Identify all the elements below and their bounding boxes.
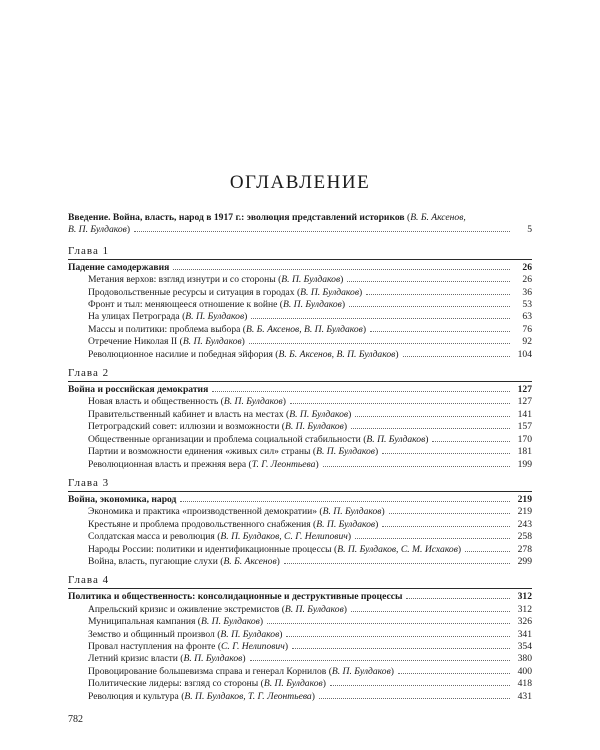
chapter-heading: Глава 2	[68, 367, 532, 382]
toc-section-entry: На улицах Петрограда (В. П. Булдаков) 63	[88, 311, 532, 323]
toc-section-entry: Политические лидеры: взгляд со стороны (В. П. Булдаков) 418	[88, 678, 532, 690]
page-number: 380	[517, 653, 532, 665]
dot-leader	[432, 441, 510, 442]
dot-leader	[349, 306, 510, 307]
toc-section-entry: Фронт и тыл: меняющееся отношение к войне (В. П. Булдаков) 53	[88, 299, 532, 311]
part-title: Политика и общественность: консолидационные и деструктивные процессы	[68, 591, 403, 603]
dot-leader	[330, 685, 510, 686]
section-authors: В. П. Булдаков	[282, 299, 342, 311]
section-authors: В. П. Булдаков	[182, 336, 242, 348]
dot-leader	[323, 466, 510, 467]
page-number: 76	[522, 323, 532, 335]
section-authors: В. П. Булдаков	[300, 286, 360, 298]
toc-section-entry: Провал наступления на фронте (С. Г. Нелипович) 354	[88, 640, 532, 652]
page-number: 341	[517, 628, 532, 640]
page-number: 312	[517, 591, 532, 603]
section-authors: В. П. Булдаков	[263, 678, 323, 690]
part-title: Война, экономика, народ	[68, 493, 177, 505]
dot-leader	[355, 538, 510, 539]
section-title: Петроградский совет: иллюзии и возможности	[88, 421, 280, 433]
section-title: Новая власть и общественность	[88, 396, 219, 408]
page-number: 36	[522, 286, 532, 298]
section-authors: В. П. Булдаков	[289, 408, 349, 420]
section-authors: В. П. Булдаков	[366, 433, 426, 445]
toc-section-entry: Революционная власть и прежняя вера (Т. Г. Леонтьева) 199	[88, 458, 532, 470]
folio-page-number: 782	[68, 714, 83, 725]
section-title: Провал наступления на фронте	[88, 640, 216, 652]
section-title: Метания верхов: взгляд изнутри и со стороны	[88, 274, 276, 286]
toc-part-entry	[68, 494, 532, 506]
toc-section-entry: Революция и культура (В. П. Булдаков, Т. Г. Леонтьева) 431	[88, 690, 532, 702]
dot-leader	[290, 403, 510, 404]
section-title: Война, власть, пугающие слухи	[88, 555, 218, 567]
dot-leader	[249, 343, 510, 344]
dot-leader	[406, 598, 510, 599]
section-title: Народы России: политики и идентификационные процессы	[88, 543, 332, 555]
page-number: 354	[517, 640, 532, 652]
page-number: 400	[517, 665, 532, 677]
page-number: 278	[517, 543, 532, 555]
dot-leader	[250, 660, 510, 661]
page-number: 219	[517, 493, 532, 505]
page-number: 243	[517, 518, 532, 530]
section-authors: В. П. Булдаков	[322, 506, 382, 518]
dot-leader	[319, 698, 510, 699]
dot-leader	[398, 673, 510, 674]
section-authors: В. П. Булдаков	[200, 616, 260, 628]
toc-section-entry: Война, власть, пугающие слухи (В. Б. Аксенов) 299	[88, 555, 532, 567]
section-authors: В. П. Булдаков	[284, 603, 344, 615]
section-title: Правительственный кабинет и власть на местах	[88, 408, 284, 420]
toc-section-entry: Петроградский совет: иллюзии и возможности (В. П. Булдаков) 157	[88, 421, 532, 433]
section-title: Отречение Николая II	[88, 336, 178, 348]
section-title: Летний кризис власти	[88, 653, 178, 665]
toc-section-entry: Летний кризис власти (В. П. Булдаков) 380	[88, 653, 532, 665]
dot-leader	[286, 636, 510, 637]
dot-leader	[465, 551, 510, 552]
section-title: Солдатская масса и революция	[88, 531, 215, 543]
page-number: 258	[517, 531, 532, 543]
toc-section-entry: Новая власть и общественность (В. П. Булдаков) 127	[88, 396, 532, 408]
page-number: 53	[522, 299, 532, 311]
dot-leader	[351, 611, 510, 612]
dot-leader	[403, 356, 510, 357]
section-authors: В. П. Булдаков	[284, 421, 344, 433]
intro-authors-cont: В. П. Булдаков	[68, 224, 127, 236]
section-title: Муниципальная кампания	[88, 616, 196, 628]
toc-section-entry: Революционное насилие и победная эйфория (В. Б. Аксенов, В. П. Булдаков) 104	[88, 348, 532, 360]
page-title: ОГЛАВЛЕНИЕ	[229, 172, 371, 193]
dot-leader	[180, 501, 510, 502]
section-title: Массы и политики: проблема выбора	[88, 323, 241, 335]
toc-part-entry	[68, 591, 532, 603]
section-authors: В. П. Булдаков	[183, 653, 243, 665]
page-number: 431	[517, 690, 532, 702]
section-authors: В. Б. Аксенов, В. П. Булдаков	[245, 323, 363, 335]
page-number: 104	[517, 348, 532, 360]
dot-leader	[212, 391, 510, 392]
section-title: Революционная власть и прежняя вера	[88, 458, 247, 470]
section-authors: В. П. Булдаков	[281, 274, 341, 286]
section-authors: В. П. Булдаков	[331, 665, 391, 677]
toc-section-entry: Партии и возможности единения «живых сил» страны (В. П. Булдаков) 181	[88, 446, 532, 458]
section-title: Общественные организации и проблема социальной стабильности	[88, 433, 361, 445]
chapters	[68, 245, 532, 703]
page-number: 141	[517, 408, 532, 420]
chapter-heading: Глава 4	[68, 574, 532, 589]
page-number: 219	[517, 506, 532, 518]
section-authors: В. П. Булдаков	[316, 446, 375, 458]
page-number: 199	[517, 458, 532, 470]
section-title: Революция и культура	[88, 690, 179, 702]
dot-leader	[134, 231, 510, 232]
section-authors: В. П. Булдаков	[220, 628, 280, 640]
section-title: Фронт и тыл: меняющееся отношение к войне	[88, 299, 278, 311]
page-number: 63	[522, 311, 532, 323]
section-authors: В. Б. Аксенов	[223, 555, 277, 567]
chapter-heading: Глава 3	[68, 477, 532, 492]
page-number: 418	[517, 678, 532, 690]
page-number: 170	[517, 433, 532, 445]
section-title: Партии и возможности единения «живых сил» страны	[88, 446, 311, 458]
dot-leader	[284, 563, 510, 564]
section-authors: В. П. Булдаков	[185, 311, 245, 323]
part-title: Война и российская демократия	[68, 384, 209, 396]
section-title: Продовольственные ресурсы и ситуация в городах	[88, 286, 295, 298]
toc-section-entry: Метания верхов: взгляд изнутри и со стороны (В. П. Булдаков) 26	[88, 274, 532, 286]
toc-section-entry: Правительственный кабинет и власть на местах (В. П. Булдаков) 141	[88, 408, 532, 420]
toc-section-entry: Отречение Николая II (В. П. Булдаков) 92	[88, 336, 532, 348]
toc-section-entry: Экономика и практика «производственной демократии» (В. П. Булдаков) 219	[88, 506, 532, 518]
page-number: 26	[522, 274, 532, 286]
toc-section-entry: Народы России: политики и идентификационные процессы (В. П. Булдаков, С. М. Исхаков) 278	[88, 543, 532, 555]
section-authors: В. П. Булдаков, С. М. Исхаков	[337, 543, 458, 555]
intro-title: Введение. Война, власть, народ в 1917 г.: эволюция представлений историков	[68, 212, 405, 223]
page-number: 326	[517, 616, 532, 628]
section-title: Политические лидеры: взгляд со стороны	[88, 678, 259, 690]
section-title: Апрельский кризис и оживление экстремистов	[88, 603, 280, 615]
section-title: На улицах Петрограда	[88, 311, 180, 323]
section-title: Революционное насилие и победная эйфория	[88, 348, 273, 360]
chapter-heading: Глава 1	[68, 245, 532, 260]
toc-section-entry: Провоцирование большевизма справа и генерал Корнилов (В. П. Булдаков) 400	[88, 665, 532, 677]
page-number: 181	[517, 446, 532, 458]
toc-section-entry: Земство и общинный произвол (В. П. Булдаков) 341	[88, 628, 532, 640]
toc-section-entry: Массы и политики: проблема выбора (В. Б. Аксенов, В. П. Булдаков) 76	[88, 323, 532, 335]
section-authors: В. Б. Аксенов, В. П. Булдаков	[278, 348, 396, 360]
dot-leader	[267, 623, 510, 624]
page-number: 127	[517, 396, 532, 408]
dot-leader	[382, 453, 510, 454]
dot-leader	[370, 331, 510, 332]
toc-part-entry	[68, 384, 532, 396]
dot-leader	[366, 294, 510, 295]
page-number: 26	[522, 261, 532, 273]
toc-section-entry: Муниципальная кампания (В. П. Булдаков) 326	[88, 616, 532, 628]
dot-leader	[382, 526, 510, 527]
section-authors: В. П. Булдаков, С. Г. Нелипович	[220, 531, 348, 543]
section-title: Провоцирование большевизма справа и генерал Корнилов	[88, 665, 327, 677]
dot-leader	[251, 318, 510, 319]
section-authors: В. П. Булдаков	[223, 396, 283, 408]
table-of-contents	[68, 212, 532, 703]
section-title: Крестьяне и проблема продовольственного снабжения	[88, 518, 311, 530]
dot-leader	[389, 513, 510, 514]
toc-section-entry: Солдатская масса и революция (В. П. Булдаков, С. Г. Нелипович) 258	[88, 531, 532, 543]
section-title: Земство и общинный произвол	[88, 628, 215, 640]
toc-section-entry: Продовольственные ресурсы и ситуация в городах (В. П. Булдаков) 36	[88, 286, 532, 298]
toc-part-entry	[68, 262, 532, 274]
section-authors: В. П. Булдаков, Т. Г. Леонтьева	[184, 690, 312, 702]
page-number: 299	[517, 555, 532, 567]
section-authors: В. П. Булдаков	[316, 518, 376, 530]
section-authors: Т. Г. Леонтьева	[251, 458, 316, 470]
dot-leader	[292, 648, 510, 649]
section-authors: С. Г. Нелипович	[221, 640, 285, 652]
page-number: 312	[517, 603, 532, 615]
page-number: 127	[517, 384, 532, 396]
toc-section-entry: Апрельский кризис и оживление экстремистов (В. П. Булдаков) 312	[88, 603, 532, 615]
dot-leader	[173, 269, 510, 270]
page-number: 92	[522, 336, 532, 348]
page-number: 5	[527, 224, 532, 236]
toc-section-entry: Крестьяне и проблема продовольственного снабжения (В. П. Булдаков) 243	[88, 518, 532, 530]
dot-leader	[351, 428, 510, 429]
dot-leader	[347, 281, 510, 282]
page-number: 157	[517, 421, 532, 433]
intro-authors: В. Б. Аксенов,	[410, 212, 466, 223]
section-title: Экономика и практика «производственной демократии»	[88, 506, 318, 518]
dot-leader	[355, 416, 510, 417]
part-title: Падение самодержавия	[68, 261, 170, 273]
toc-section-entry: Общественные организации и проблема социальной стабильности (В. П. Булдаков) 170	[88, 433, 532, 445]
toc-entry-introduction: Введение. Война, власть, народ в 1917 г.: эволюция представлений историков (В. Б. Аксенов, В. П. Булдаков ) 5	[68, 212, 532, 236]
